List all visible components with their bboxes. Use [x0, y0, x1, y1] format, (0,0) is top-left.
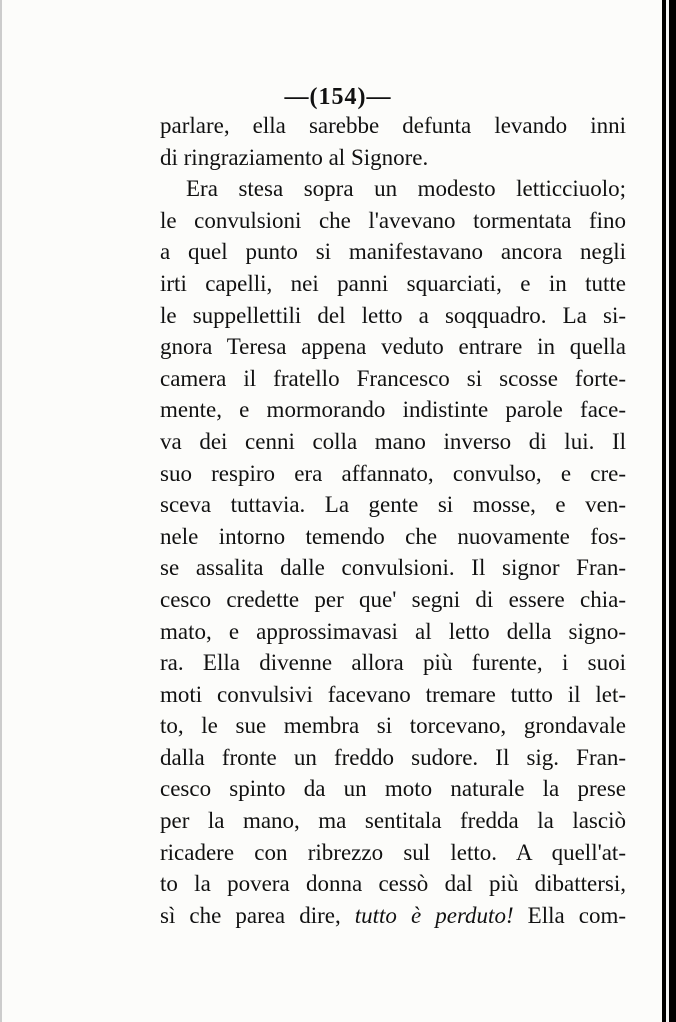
page-right-edge	[662, 0, 676, 1022]
text-line: cesco spinto da un moto naturale la prese	[160, 776, 626, 802]
text-line: gnora Teresa appena veduto entrare in quella	[160, 334, 626, 360]
text-line: moti convulsivi facevano tremare tutto il let-	[160, 681, 626, 707]
page-number: —(154)—	[284, 84, 392, 110]
text-line: parlare, ella sarebbe defunta levando inni	[160, 113, 626, 138]
body-text	[160, 110, 626, 931]
text-segment: Ella com-	[513, 902, 627, 928]
text-line: di ringraziamento al Signore.	[160, 144, 429, 170]
text-line: suo respiro era affannato, convulso, e cre-	[160, 460, 626, 486]
text-line: le suppellettili del letto a soqquadro. La si-	[160, 302, 626, 328]
text-line: irti capelli, nei panni squarciati, e in tutte	[160, 270, 626, 296]
text-line: per la mano, ma sentitala fredda la lasciò	[160, 808, 626, 834]
text-line: cesco credette per que' segni di essere chia-	[160, 586, 626, 612]
text-line: se assalita dalle convulsioni. Il signor Fran-	[160, 555, 626, 581]
text-line: camera il fratello Francesco si scosse forte-	[160, 365, 626, 391]
text-line: va dei cenni colla mano inverso di lui. Il	[160, 428, 626, 454]
text-line: le convulsioni che l'avevano tormentata fino	[160, 207, 626, 233]
page-left-edge	[0, 0, 2, 1022]
text-line: sceva tuttavia. La gente si mosse, e ven-	[160, 492, 626, 518]
text-line: to, le sue membra si torcevano, grondavale	[160, 713, 626, 739]
text-line: a quel punto si manifestavano ancora negli	[160, 239, 626, 265]
text-line: mato, e approssimavasi al letto della signo-	[160, 618, 626, 644]
text-line: to la povera donna cessò dal più dibattersi,	[160, 871, 626, 897]
italic-phrase: tutto è perduto!	[354, 902, 514, 928]
text-segment: sì che parea dire,	[160, 902, 355, 928]
text-line: dalla fronte un freddo sudore. Il sig. Fran-	[160, 744, 626, 770]
text-line: nele intorno temendo che nuovamente fos-	[160, 523, 626, 549]
text-line: ricadere con ribrezzo sul letto. A quell'at-	[160, 839, 626, 865]
text-line: Era stesa sopra un modesto letticciuolo;	[186, 176, 626, 202]
text-line: ra. Ella divenne allora più furente, i suoi	[160, 650, 626, 676]
text-line-last	[160, 900, 626, 932]
text-line: mente, e mormorando indistinte parole face-	[160, 397, 626, 423]
